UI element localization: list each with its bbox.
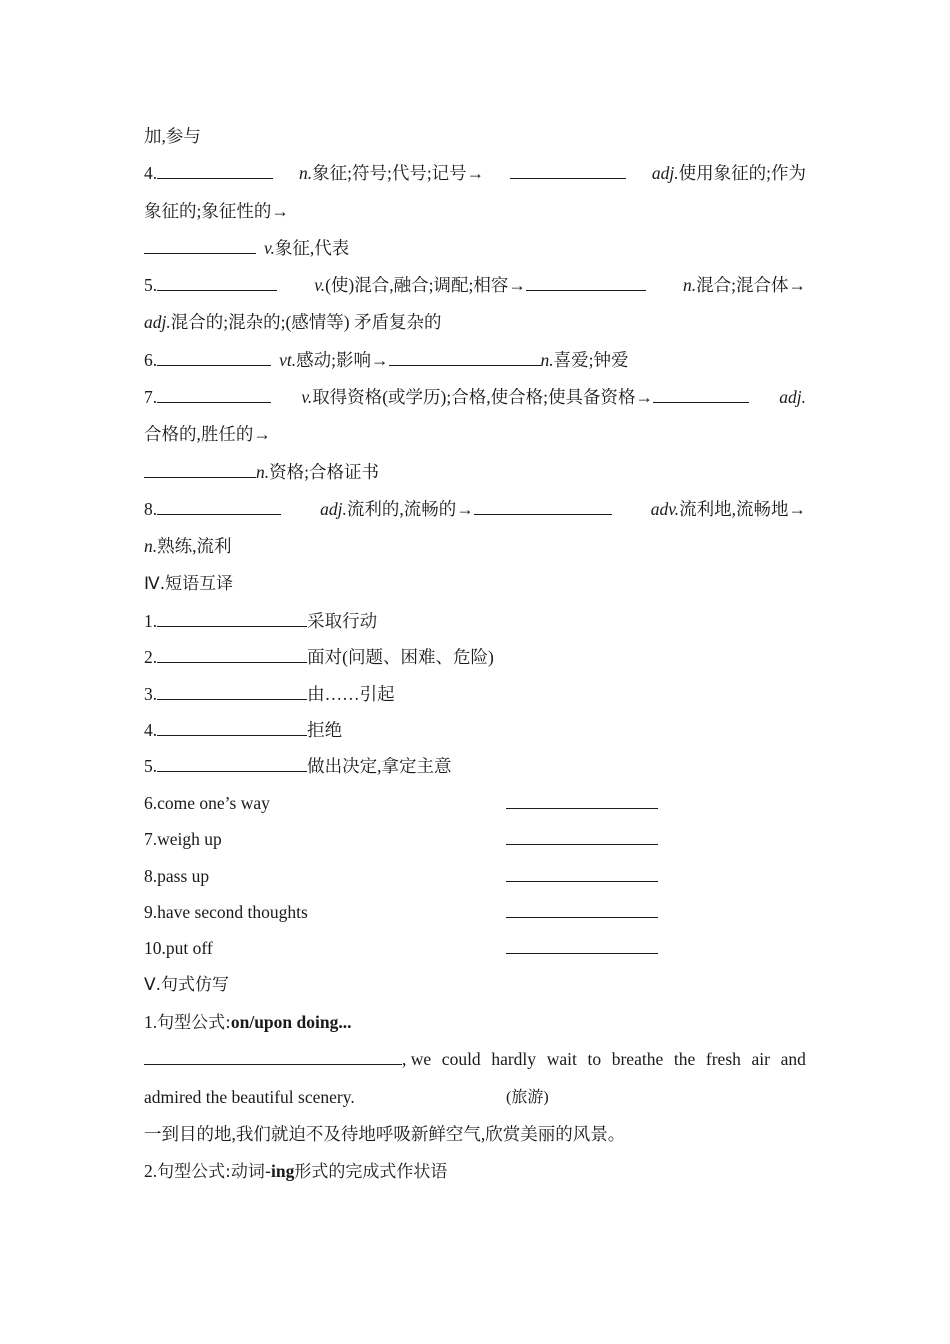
sentence-word: hardly (491, 1049, 537, 1070)
item-number: 1. (144, 1012, 158, 1033)
sentence-1-heading (144, 1004, 806, 1041)
answer-blank[interactable] (474, 497, 612, 515)
item-number: 7. (144, 387, 158, 408)
pos-tag: v. (301, 387, 313, 408)
phrase-text: 采取行动 (307, 610, 378, 631)
item-number: 2. (144, 647, 158, 668)
item-number: 2. (144, 1161, 158, 1182)
definition: 合格的,胜任的→ (144, 424, 271, 445)
answer-blank[interactable] (157, 609, 307, 627)
pos-tag: n. (144, 536, 158, 557)
answer-blank[interactable] (157, 497, 281, 515)
formula-label: 形式的完成式作状语 (294, 1162, 448, 1183)
answer-blank[interactable] (157, 645, 307, 663)
sentence-word: wait (546, 1049, 577, 1070)
definition: 感动;影响→ (296, 349, 389, 370)
word-item-7-cont2 (144, 454, 806, 491)
item-number: 8. (144, 498, 158, 519)
answer-blank[interactable] (157, 682, 307, 700)
phrase-item-5 (144, 748, 806, 784)
pos-tag: adj. (651, 163, 679, 184)
phrase-item-2 (144, 639, 806, 675)
definition: 资格;合格证书 (269, 461, 379, 482)
formula-label: 句型公式:动词- (157, 1162, 271, 1183)
section-title: Ⅴ.句式仿写 (144, 974, 230, 995)
answer-blank[interactable] (144, 460, 256, 478)
answer-blank[interactable] (506, 827, 658, 845)
formula-text: on/upon doing... (230, 1012, 352, 1033)
pos-tag: n. (540, 349, 554, 370)
word-item-4-cont2 (144, 230, 806, 267)
sentence-1-line-1 (144, 1041, 806, 1078)
pos-tag: adj. (144, 312, 171, 333)
definition: 取得资格(或学历);合格,使合格;使具备资格→ (312, 387, 653, 408)
phrase-text: 拒绝 (307, 720, 343, 741)
sentence-1-translation (144, 1116, 806, 1153)
pos-tag: adv. (650, 498, 680, 519)
definition: 流利地,流畅地→ (679, 498, 806, 519)
pos-tag: vt. (279, 349, 297, 370)
phrase-item-1 (144, 603, 806, 639)
phrase-item-7 (144, 821, 806, 857)
phrase-text: 8.pass up (144, 865, 210, 886)
pos-tag: adj. (320, 498, 347, 519)
phrase-text: 6.come one’s way (144, 792, 270, 813)
word-item-8 (144, 491, 806, 528)
sentence-word: could (441, 1049, 481, 1070)
sentence-word: breathe (611, 1049, 664, 1070)
definition: 混合的;混杂的;(感情等) 矛盾复杂的 (170, 312, 442, 333)
word-item-4-cont (144, 193, 806, 230)
answer-blank[interactable] (157, 161, 273, 179)
item-number: 4. (144, 163, 158, 184)
translation-text: 一到目的地,我们就迫不及待地呼吸新鲜空气,欣赏美丽的风景。 (144, 1123, 626, 1144)
answer-blank[interactable] (157, 273, 277, 291)
phrase-text: 做出决定,拿定主意 (307, 756, 452, 777)
answer-blank[interactable] (506, 900, 658, 918)
sentence-word: air (751, 1049, 770, 1070)
pos-tag: n. (682, 275, 697, 296)
phrase-text: 面对(问题、困难、危险) (307, 647, 494, 668)
formula-text: ing (271, 1161, 295, 1182)
item-number: 3. (144, 683, 158, 704)
definition: 象征,代表 (274, 237, 350, 258)
phrase-item-8 (144, 858, 806, 894)
phrase-item-10 (144, 930, 806, 966)
answer-blank[interactable] (157, 385, 271, 403)
phrase-text: 由……引起 (307, 683, 395, 704)
answer-blank[interactable] (506, 791, 658, 809)
answer-blank[interactable] (506, 936, 658, 954)
word-item-4 (144, 155, 806, 192)
answer-blank[interactable] (157, 348, 271, 366)
pos-tag: adj. (779, 387, 806, 408)
answer-blank[interactable] (389, 348, 541, 366)
item-number: 5. (144, 756, 158, 777)
definition: 象征;符号;代号;记号→ (312, 163, 485, 184)
phrase-item-4 (144, 712, 806, 748)
section-title: Ⅳ.短语互译 (144, 573, 234, 594)
phrase-text: 7.weigh up (144, 829, 222, 850)
pos-tag: v. (314, 275, 326, 296)
answer-blank[interactable] (506, 864, 658, 882)
line-continuation (144, 118, 806, 155)
sentence-word: and (780, 1049, 806, 1070)
word-item-5 (144, 267, 806, 304)
answer-blank[interactable] (157, 754, 307, 772)
definition: 熟练,流利 (157, 536, 232, 557)
section-5-heading (144, 967, 806, 1004)
section-4-heading (144, 566, 806, 603)
definition: 喜爱;钟爱 (553, 349, 629, 370)
phrase-item-6 (144, 785, 806, 821)
phrase-text: 9.have second thoughts (144, 901, 308, 922)
answer-blank[interactable] (144, 1047, 402, 1065)
pos-tag: n. (298, 163, 313, 184)
sentence-text: admired the beautiful scenery. (144, 1086, 355, 1107)
item-number: 5. (144, 275, 158, 296)
sentence-word: the (673, 1049, 696, 1070)
pos-tag: v. (264, 237, 275, 258)
definition: 使用象征的;作为 (678, 163, 806, 184)
phrase-text: 10.put off (144, 938, 213, 959)
word-item-7-cont (144, 416, 806, 453)
word-item-5-cont (144, 304, 806, 341)
phrase-item-9 (144, 894, 806, 930)
item-number: 1. (144, 610, 158, 631)
definition: 混合;混合体→ (696, 275, 806, 296)
sentence-2-heading (144, 1153, 806, 1190)
item-number: 4. (144, 720, 158, 741)
word-item-8-cont (144, 528, 806, 565)
word-item-7 (144, 379, 806, 416)
phrase-item-3 (144, 676, 806, 712)
formula-label: 句型公式: (157, 1013, 231, 1034)
answer-blank[interactable] (157, 718, 307, 736)
document-page (144, 118, 806, 1191)
sentence-word: fresh (705, 1049, 741, 1070)
definition: 象征的;象征性的→ (144, 200, 289, 221)
sentence-1-line-2 (144, 1079, 806, 1116)
answer-blank[interactable] (653, 385, 749, 403)
answer-blank[interactable] (144, 236, 256, 254)
answer-blank[interactable] (526, 273, 646, 291)
word-item-6 (144, 342, 806, 379)
sentence-word: to (587, 1049, 602, 1070)
answer-blank[interactable] (510, 161, 626, 179)
item-number: 6. (144, 349, 158, 370)
definition: 流利的,流畅的→ (346, 498, 474, 519)
topic-tag: (旅游) (506, 1088, 549, 1106)
sentence-word: , we (402, 1049, 432, 1070)
pos-tag: n. (256, 461, 270, 482)
continuation-text: 加,参与 (144, 126, 201, 146)
definition: (使)混合,融合;调配;相容→ (325, 275, 526, 296)
